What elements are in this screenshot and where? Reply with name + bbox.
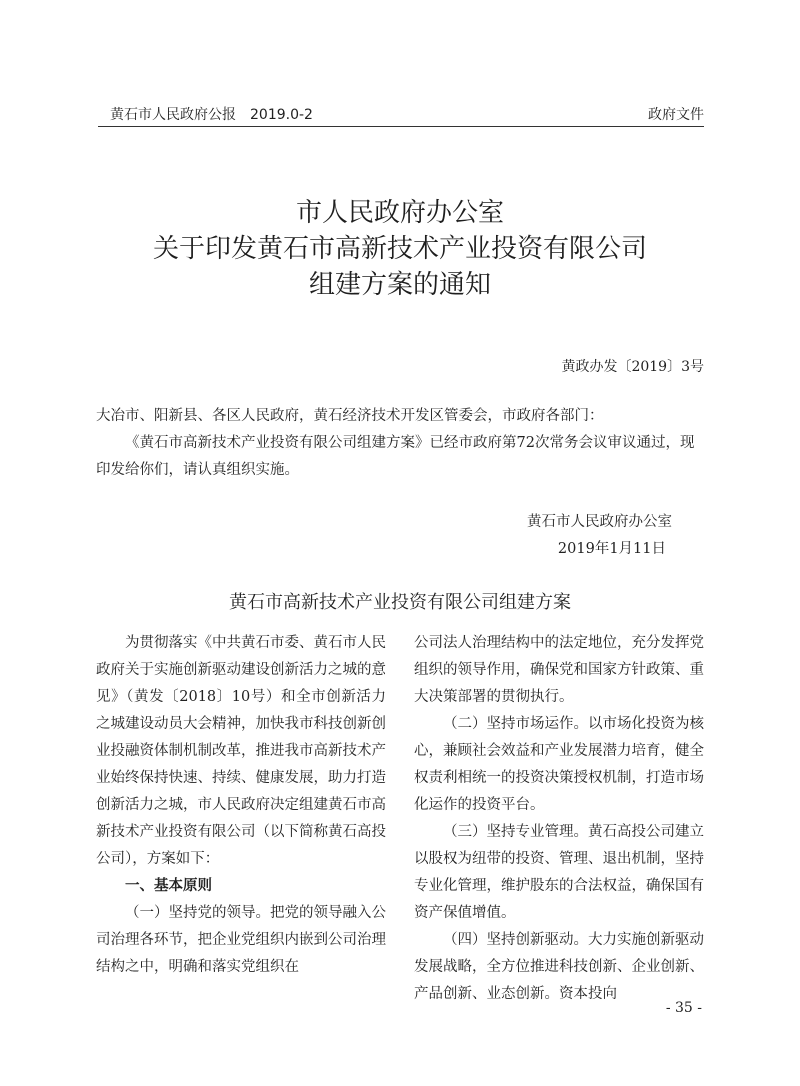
left-column xyxy=(96,630,386,981)
principle-3: （三）坚持专业管理。黄石高投公司建立以股权为纽带的投资、管理、退出机制，坚持专业化管理，维护股东的合法权益，确保国有资产保值增值。 xyxy=(414,824,704,921)
plan-title: 黄石市高新技术产业投资有限公司组建方案 xyxy=(229,592,571,613)
header-section: 政府文件 xyxy=(648,107,704,123)
principle-1: （一）坚持党的领导。把党的领导融入公司治理各环节，把企业党组织内嵌到公司治理结构之中，明确和落实党组织在 xyxy=(96,905,386,975)
signature-org: 黄石市人民政府办公室 xyxy=(527,514,672,530)
running-header xyxy=(98,104,704,127)
right-column xyxy=(414,630,704,1008)
notice-body: 《黄石市高新技术产业投资有限公司组建方案》已经市政府第72次常务会议审议通过，现印发给你们，请认真组织实施。 xyxy=(96,435,695,478)
title-line-3: 组建方案的通知 xyxy=(308,270,491,300)
principle-1-continued: 公司法人治理结构中的法定地位，充分发挥党组织的领导作用，确保党和国家方针政策、重大决策部署的贯彻执行。 xyxy=(414,635,704,705)
addressee: 大冶市、阳新县、各区人民政府，黄石经济技术开发区管委会，市政府各部门： xyxy=(96,408,604,424)
signature-date: 2019年1月11日 xyxy=(557,541,666,557)
header-publication: 黄石市人民政府公报 2019.0-2 xyxy=(110,107,313,123)
document-title xyxy=(0,195,800,303)
document-number: 黄政办发〔2019〕3号 xyxy=(561,359,704,375)
principle-4: （四）坚持创新驱动。大力实施创新驱动发展战略，全方位推进科技创新、企业创新、产品创新、业态创新。资本投向 xyxy=(414,932,704,1002)
page-number: - 35 - xyxy=(665,1000,702,1016)
section-heading: 一、基本原则 xyxy=(125,878,212,894)
title-line-1: 市人民政府办公室 xyxy=(295,198,504,228)
principle-2: （二）坚持市场运作。以市场化投资为核心，兼顾社会效益和产业发展潜力培育，健全权责利相统一的投资决策授权机制，打造市场化运作的投资平台。 xyxy=(414,716,704,813)
title-line-2: 关于印发黄石市高新技术产业投资有限公司 xyxy=(152,234,647,264)
intro-paragraph: 为贯彻落实《中共黄石市委、黄石市人民政府关于实施创新驱动建设创新活力之城的意见》（黄发〔2018〕10号）和全市创新活力之城建设动员大会精神，加快我市科技创新创业投融资体制机制改革，推进我市高新技术产业始终保持快速、持续、健康发展，助力打造创新活力之城，市人民政府决定组建黄石市高新技术产业投资有限公司（以下简称黄石高投公司），方案如下： xyxy=(96,635,386,867)
